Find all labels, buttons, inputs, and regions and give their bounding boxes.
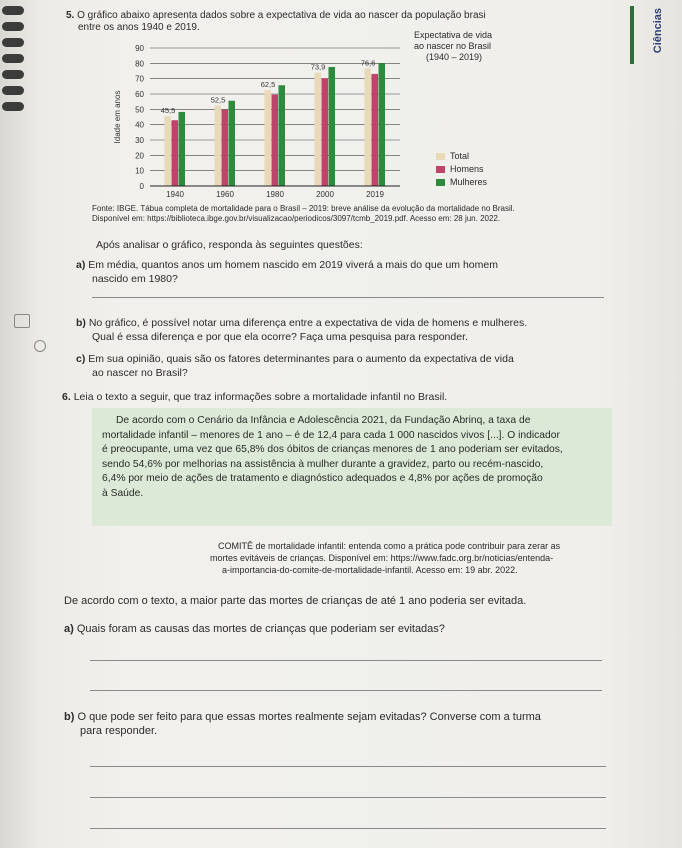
question-5-text: O gráfico abaixo apresenta dados sobre a expectativa de vida ao nascer da população brasi bbox=[77, 10, 486, 21]
data-label: 73,9 bbox=[310, 62, 326, 72]
y-tick-label: 10 bbox=[135, 166, 144, 176]
y-tick-label: 20 bbox=[135, 151, 144, 161]
answer-line[interactable] bbox=[92, 297, 604, 298]
citation-line-2: mortes evitáveis de crianças. Disponível em: https://www.fadc.org.br/noticias/entenda- bbox=[210, 553, 554, 563]
answer-line[interactable] bbox=[90, 766, 606, 767]
y-tick-label: 50 bbox=[135, 105, 144, 115]
question-5-text-2: entre os anos 1940 e 2019. bbox=[78, 22, 200, 33]
source-line-2: Disponível em: https://biblioteca.ibge.gov.br/visualizacao/periodicos/3097/tcmb_2019.pdf. Acesso em: 28 jun. 2022. bbox=[92, 214, 501, 223]
legend-item-homens bbox=[436, 163, 487, 176]
y-tick-label: 70 bbox=[135, 74, 144, 84]
source-line-1: Fonte: IBGE. Tábua completa de mortalidade para o Brasil – 2019: breve análise da evolução da mortalidade no Brasil. bbox=[92, 204, 515, 213]
legend-label-mulheres: Mulheres bbox=[450, 177, 488, 187]
passage-citation bbox=[210, 540, 614, 576]
bar-homens-1960 bbox=[222, 110, 229, 186]
question-5c bbox=[76, 352, 514, 380]
chart-source bbox=[92, 204, 612, 224]
legend-item-mulheres bbox=[436, 176, 487, 189]
question-5b-text-2: Qual é essa diferença e por que ela ocorre? Faça uma pesquisa para responder. bbox=[92, 331, 468, 343]
question-5c-letter: c) bbox=[76, 353, 86, 365]
question-5a-text: Em média, quantos anos um homem nascido em 2019 viverá a mais do que um homem bbox=[88, 259, 498, 271]
question-6a-text: Quais foram as causas das mortes de crianças que poderiam ser evitadas? bbox=[76, 623, 445, 635]
chart-title bbox=[414, 30, 492, 63]
x-tick-label: 2019 bbox=[366, 190, 384, 199]
data-label: 45,5 bbox=[160, 106, 176, 116]
bar-homens-2000 bbox=[322, 78, 329, 186]
question-5a-letter: a) bbox=[76, 259, 86, 271]
question-6-text: Leia o texto a seguir, que traz informações sobre a mortalidade infantil no Brasil. bbox=[73, 391, 448, 403]
data-label: 62,5 bbox=[260, 80, 276, 90]
bar-homens-1980 bbox=[272, 95, 279, 186]
legend-label-total: Total bbox=[450, 151, 470, 161]
question-5c-text-2: ao nascer no Brasil? bbox=[92, 367, 188, 379]
bar-homens-1940 bbox=[172, 120, 179, 186]
bar-total-2000 bbox=[315, 73, 322, 186]
y-tick-label: 0 bbox=[139, 182, 144, 191]
question-6b-text: O que pode ser feito para que essas mortes realmente sejam evitadas? Converse com a turma bbox=[77, 711, 541, 723]
legend-swatch-total bbox=[436, 153, 445, 160]
passage-line-5: 6,4% por meio de ações de tratamento e diagnóstico adequados e 4,8% por ações de promoção bbox=[102, 473, 543, 484]
subject-tab bbox=[620, 0, 682, 70]
y-axis-label: Idade em anos bbox=[113, 90, 122, 144]
chart-title-line-1: Expectativa de vida bbox=[414, 30, 493, 40]
question-5-number: 5. bbox=[66, 10, 75, 21]
data-label: 76,6 bbox=[360, 58, 376, 68]
chart-title-line-3: (1940 – 2019) bbox=[426, 52, 483, 62]
bar-mulheres-2000 bbox=[329, 67, 336, 186]
bar-mulheres-1940 bbox=[179, 112, 186, 186]
legend-label-homens: Homens bbox=[450, 164, 484, 174]
answer-line[interactable] bbox=[90, 797, 606, 798]
passage-line-1: De acordo com o Cenário da Infância e Adolescência 2021, da Fundação Abrinq, a taxa de bbox=[116, 415, 531, 426]
bar-total-1980 bbox=[265, 90, 272, 186]
bar-mulheres-1980 bbox=[279, 85, 286, 186]
x-tick-label: 1960 bbox=[216, 190, 234, 199]
data-label: 52,5 bbox=[210, 95, 226, 105]
x-tick-label: 1980 bbox=[266, 190, 284, 199]
answer-line[interactable] bbox=[90, 828, 606, 829]
y-tick-label: 60 bbox=[135, 90, 144, 99]
question-5b-letter: b) bbox=[76, 317, 86, 329]
margin-checkbox-icon bbox=[14, 314, 30, 328]
instructions: Após analisar o gráfico, responda às seguintes questões: bbox=[96, 239, 363, 251]
bar-homens-2019 bbox=[372, 74, 379, 186]
bar-mulheres-1960 bbox=[229, 101, 236, 186]
chart-legend bbox=[436, 150, 487, 189]
y-tick-label: 90 bbox=[135, 44, 144, 53]
life-expectancy-chart bbox=[110, 38, 410, 208]
question-6b-text-2: para responder. bbox=[80, 725, 158, 737]
notebook-spiral bbox=[0, 0, 30, 120]
reading-passage bbox=[92, 408, 612, 526]
citation-line-1: COMITÊ de mortalidade infantil: entenda como a prática pode contribuir para zerar as bbox=[218, 541, 561, 551]
chart-title-line-2: ao nascer no Brasil bbox=[414, 41, 492, 51]
citation-line-3: a-importancia-do-comite-de-mortalidade-infantil. Acesso em: 19 abr. 2022. bbox=[222, 565, 518, 575]
question-6-intro: De acordo com o texto, a maior parte das mortes de crianças de até 1 ano poderia ser evitada. bbox=[64, 595, 527, 607]
question-5b-text: No gráfico, é possível notar uma diferença entre a expectativa de vida de homens e mulheres. bbox=[88, 317, 528, 329]
passage-line-2: mortalidade infantil – menores de 1 ano – é de 12,4 para cada 1 000 nascidos vivos [...]. O indicador bbox=[102, 429, 560, 441]
y-tick-label: 30 bbox=[135, 136, 144, 145]
x-tick-label: 2000 bbox=[316, 190, 334, 199]
y-tick-label: 40 bbox=[135, 120, 144, 130]
question-6a bbox=[64, 622, 445, 636]
legend-item-total bbox=[436, 150, 487, 163]
subject-tab-label: Ciências bbox=[652, 8, 664, 54]
y-tick-label: 80 bbox=[135, 59, 144, 69]
question-6 bbox=[62, 390, 447, 404]
passage-line-6: à Saúde. bbox=[102, 487, 144, 499]
x-tick-label: 1940 bbox=[166, 190, 184, 199]
question-6b-letter: b) bbox=[64, 711, 75, 723]
question-5a-text-2: nascido em 1980? bbox=[92, 273, 178, 285]
answer-line[interactable] bbox=[90, 690, 602, 691]
legend-swatch-homens bbox=[436, 166, 445, 173]
bar-mulheres-2019 bbox=[379, 63, 386, 186]
subject-tab-stripe bbox=[630, 6, 634, 64]
bar-total-1960 bbox=[215, 106, 222, 187]
question-5a bbox=[76, 258, 498, 286]
magnifier-icon bbox=[34, 340, 46, 352]
passage-line-3: é preocupante, uma vez que 65,8% dos óbitos de crianças menores de 1 ano poderiam ser evitados, bbox=[102, 444, 563, 455]
bar-total-2019 bbox=[365, 69, 372, 186]
passage-line-4: sendo 54,6% por melhorias na assistência à mulher durante a gravidez, parto ou recém-nascido, bbox=[102, 458, 544, 470]
question-5c-text: Em sua opinião, quais são os fatores determinantes para o aumento da expectativa de vida bbox=[88, 353, 514, 365]
question-6a-letter: a) bbox=[64, 623, 74, 635]
question-6b bbox=[64, 710, 541, 738]
question-6-number: 6. bbox=[62, 391, 71, 403]
question-5b bbox=[76, 316, 527, 344]
legend-swatch-mulheres bbox=[436, 179, 445, 186]
answer-line[interactable] bbox=[90, 660, 602, 661]
bar-total-1940 bbox=[165, 116, 172, 186]
